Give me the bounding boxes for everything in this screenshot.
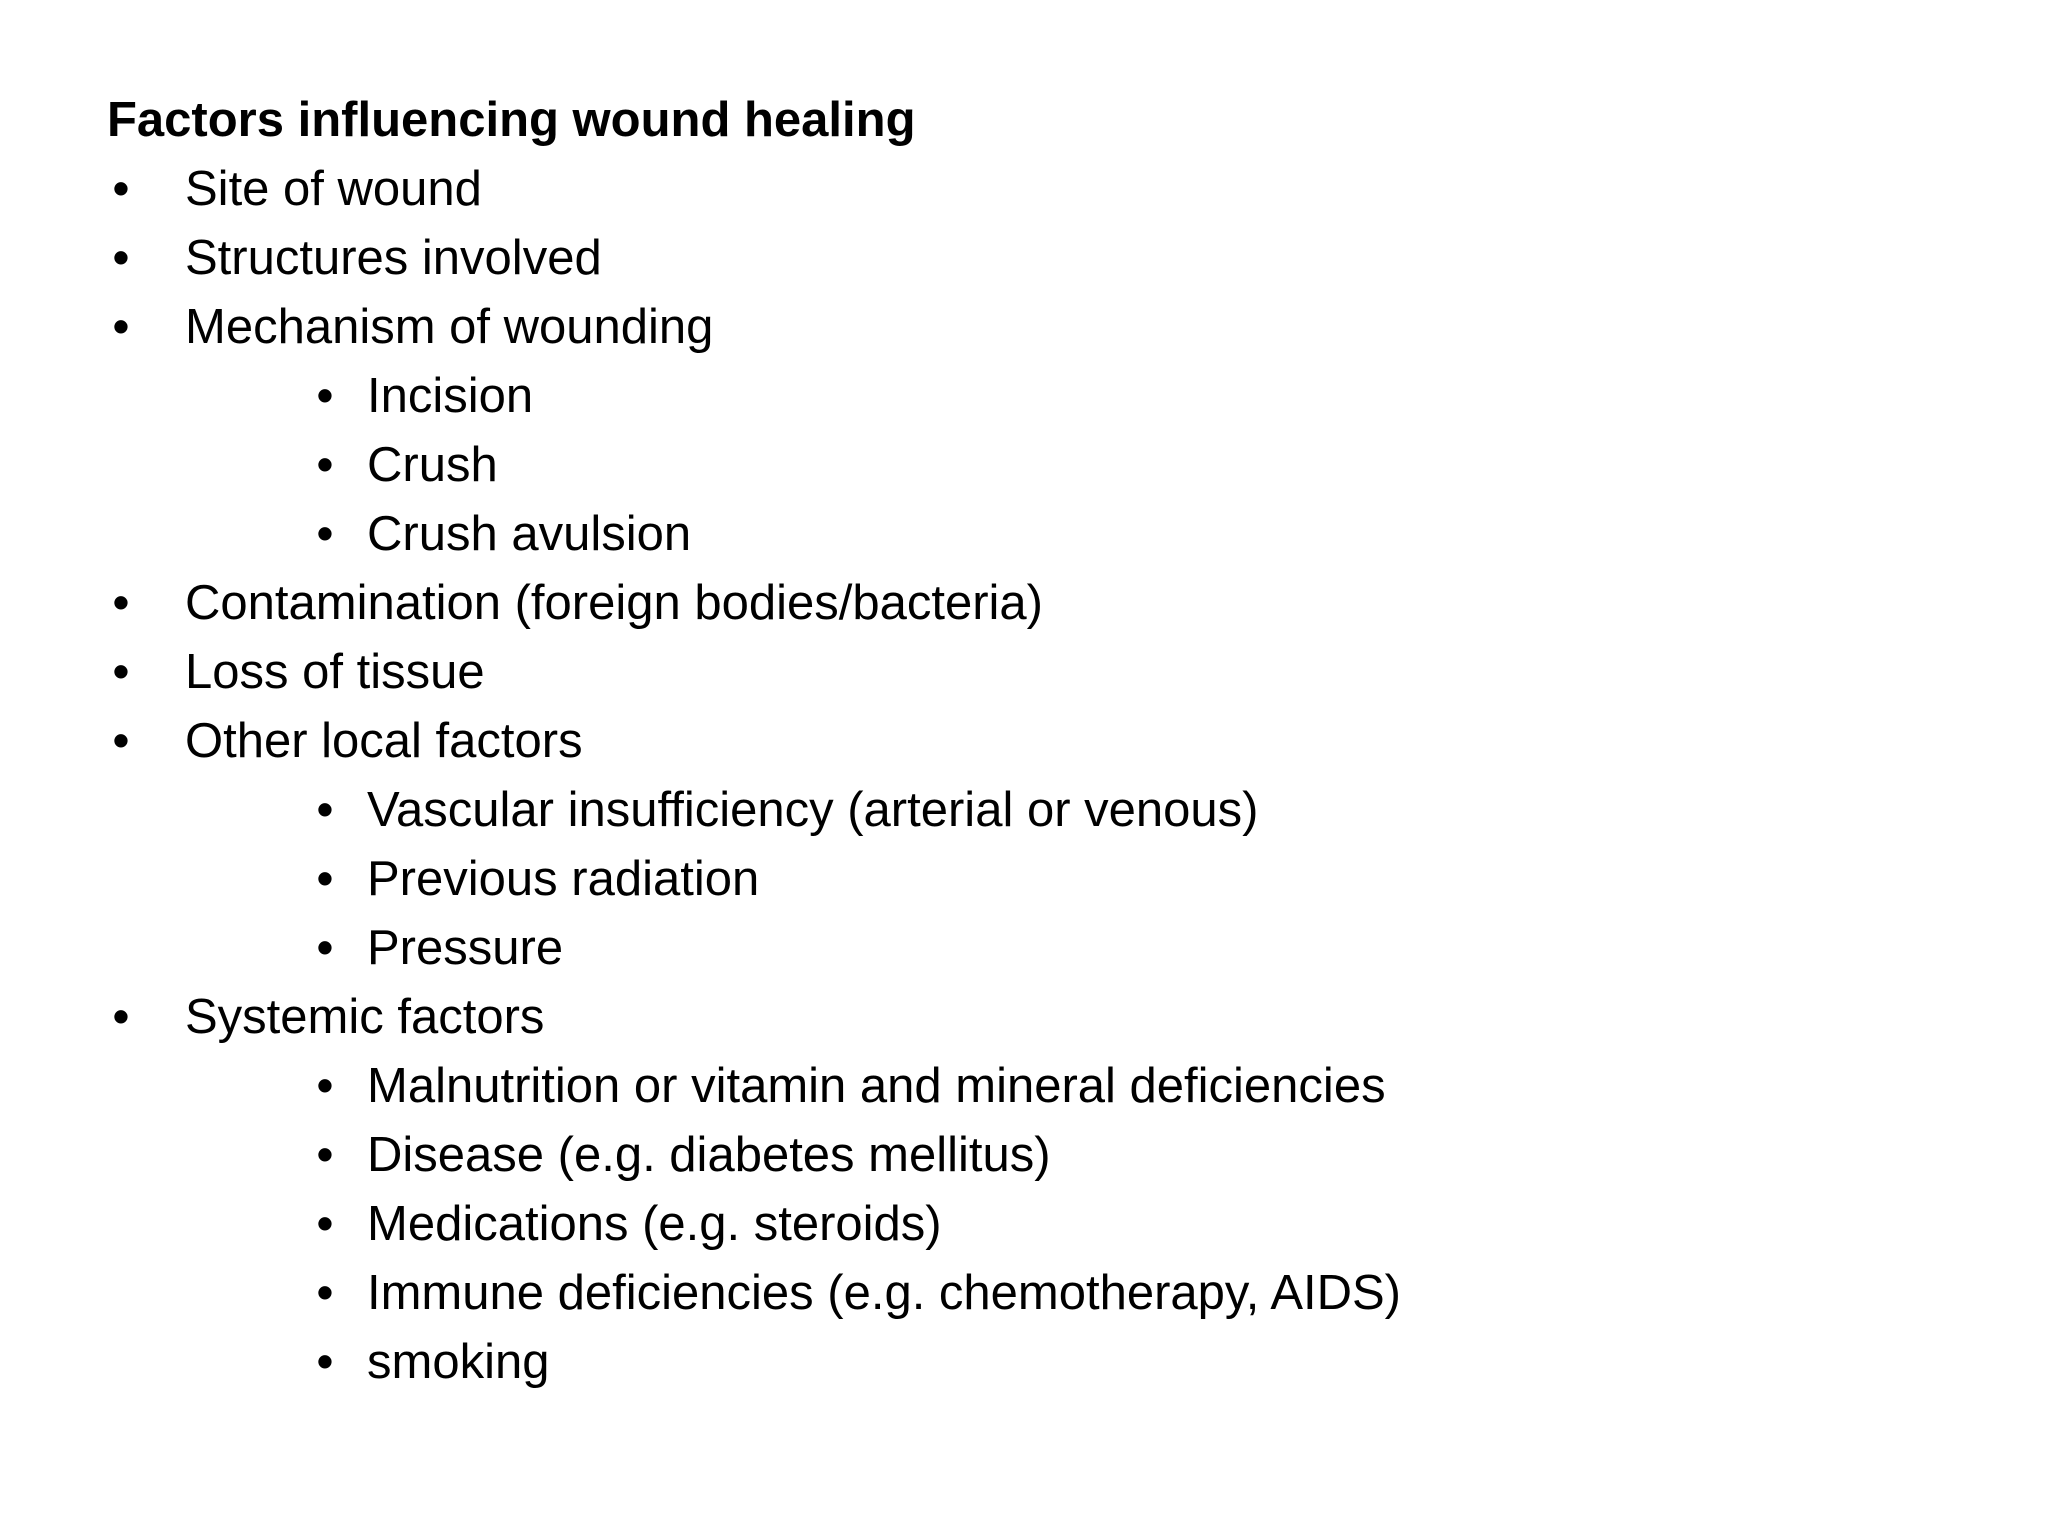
- bullet-icon: •: [112, 645, 130, 699]
- sub-list-item: [107, 1190, 1907, 1259]
- sub-list-item-text: Immune deficiencies (e.g. chemotherapy, AIDS): [367, 1266, 1402, 1320]
- list-item-text: Systemic factors: [185, 990, 545, 1044]
- sub-list-item: [107, 362, 1907, 431]
- sub-list-item: [107, 1328, 1907, 1397]
- bullet-icon: •: [112, 576, 130, 630]
- list-item-text: Other local factors: [185, 714, 583, 768]
- list-item: [107, 293, 1907, 362]
- bullet-icon: •: [112, 300, 130, 354]
- sub-list-item-text: Crush: [367, 438, 498, 492]
- list-item-text: Structures involved: [185, 231, 602, 285]
- bullet-icon: •: [316, 1128, 334, 1182]
- bullet-icon: •: [316, 507, 334, 561]
- sub-list-item-text: Previous radiation: [367, 852, 760, 906]
- bullet-icon: •: [316, 921, 334, 975]
- sub-list-item: [107, 500, 1907, 569]
- sub-list-item-text: Vascular insufficiency (arterial or venous): [367, 783, 1259, 837]
- bullet-icon: •: [316, 1197, 334, 1251]
- sub-list-item: [107, 776, 1907, 845]
- bullet-icon: •: [316, 1335, 334, 1389]
- sub-list-item: [107, 1052, 1907, 1121]
- sub-list-item-text: Malnutrition or vitamin and mineral deficiencies: [367, 1059, 1386, 1113]
- bullet-icon: •: [112, 231, 130, 285]
- list-item: [107, 569, 1907, 638]
- sub-list-item: [107, 1259, 1907, 1328]
- bullet-icon: •: [112, 162, 130, 216]
- sub-list-item-text: Incision: [367, 369, 534, 423]
- list-item: [107, 983, 1907, 1052]
- bullet-icon: •: [112, 990, 130, 1044]
- sub-list-item-text: smoking: [367, 1335, 550, 1389]
- bullet-icon: •: [316, 369, 334, 423]
- sub-list-item: [107, 1121, 1907, 1190]
- bullet-icon: •: [316, 852, 334, 906]
- list-item-text: Loss of tissue: [185, 645, 485, 699]
- sub-list-item-text: Crush avulsion: [367, 507, 692, 561]
- list-item: [107, 224, 1907, 293]
- bullet-icon: •: [316, 438, 334, 492]
- slide-content: [107, 86, 1907, 1397]
- slide-title: Factors influencing wound healing: [107, 93, 916, 147]
- bullet-icon: •: [316, 1266, 334, 1320]
- sub-list-item-text: Disease (e.g. diabetes mellitus): [367, 1128, 1051, 1182]
- bullet-icon: •: [112, 714, 130, 768]
- sub-list-item: [107, 431, 1907, 500]
- sub-list-item: [107, 845, 1907, 914]
- list-item-text: Site of wound: [185, 162, 482, 216]
- list-item: [107, 707, 1907, 776]
- list-item-text: Mechanism of wounding: [185, 300, 714, 354]
- bullet-icon: •: [316, 1059, 334, 1113]
- sub-list-item-text: Medications (e.g. steroids): [367, 1197, 942, 1251]
- sub-list-item-text: Pressure: [367, 921, 564, 975]
- list-item: [107, 155, 1907, 224]
- list-item: [107, 638, 1907, 707]
- bullet-icon: •: [316, 783, 334, 837]
- sub-list-item: [107, 914, 1907, 983]
- list-item-text: Contamination (foreign bodies/bacteria): [185, 576, 1043, 630]
